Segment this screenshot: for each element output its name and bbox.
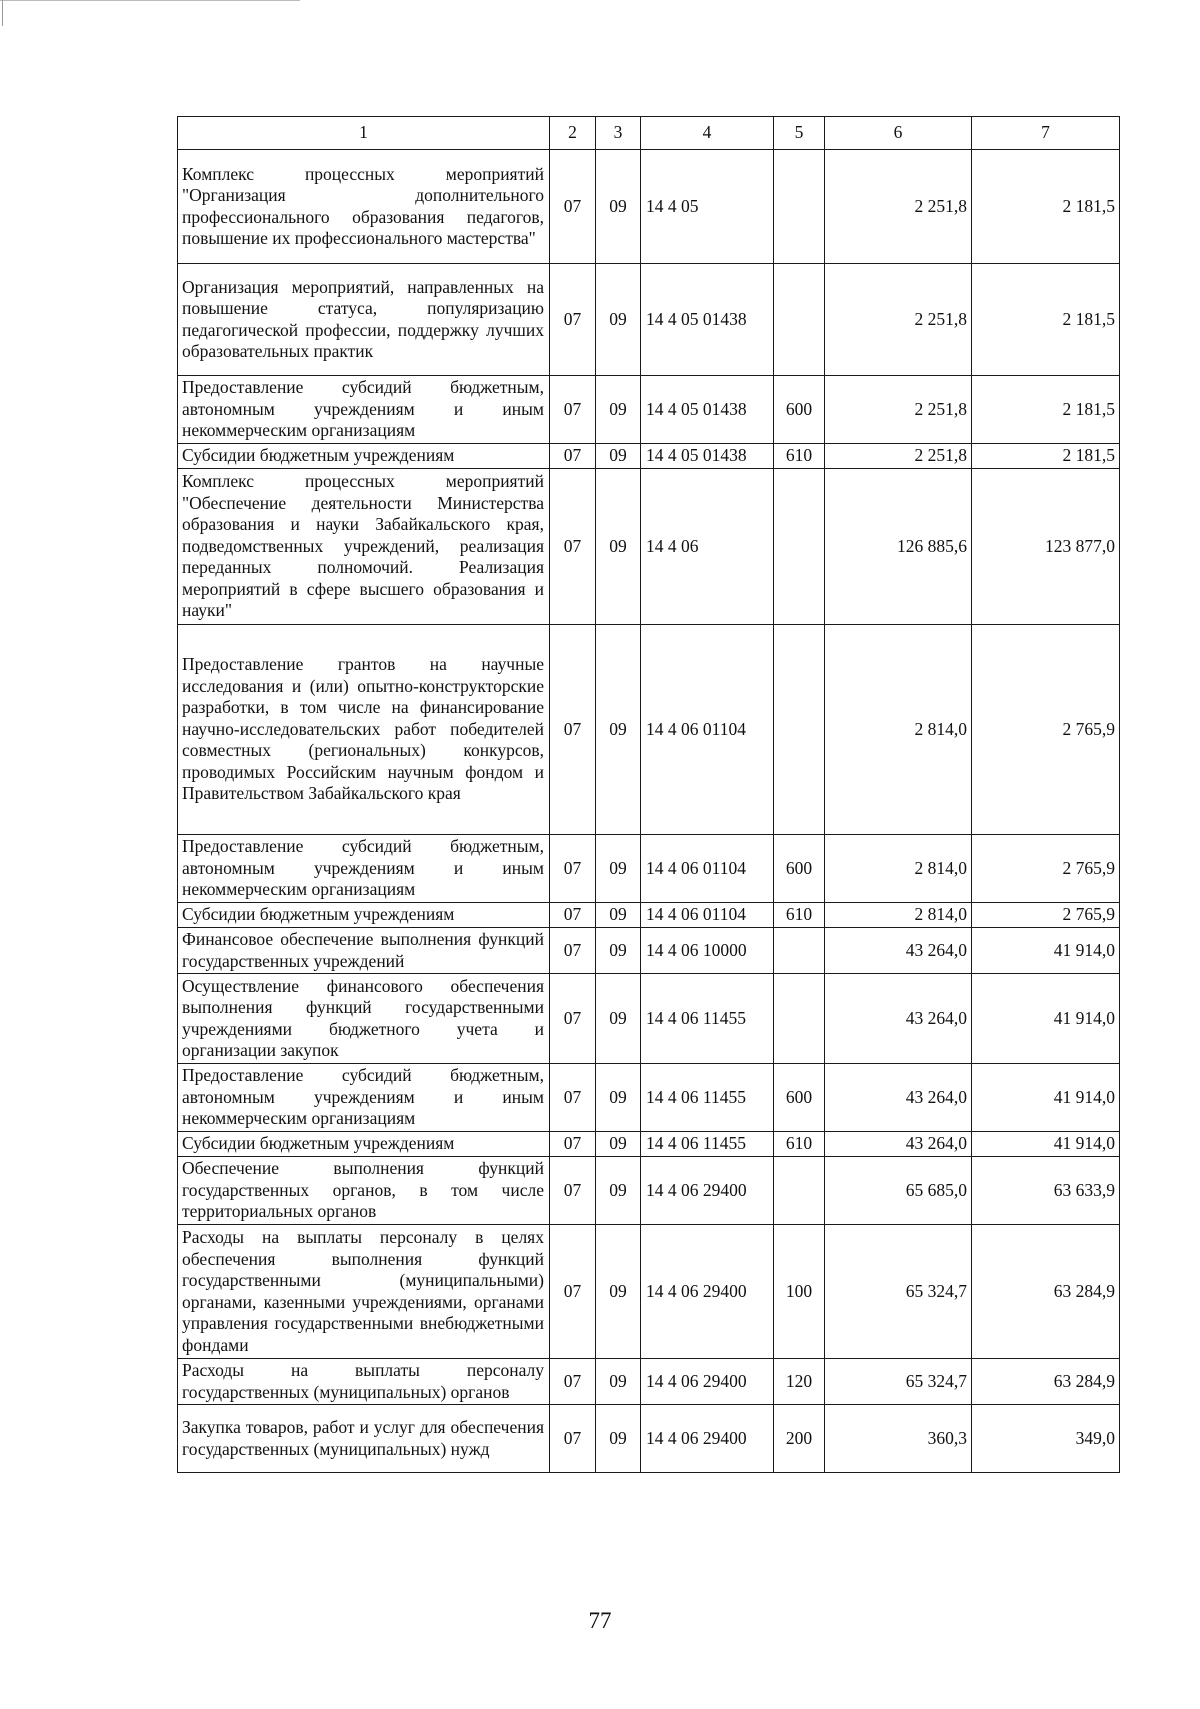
row-name: Предоставление субсидий бюджетным, автономным учреждениям и иным некоммерческим организациям: [178, 1064, 550, 1132]
row-value-col7: 2 181,5: [972, 264, 1120, 376]
row-subsection: 09: [596, 835, 641, 903]
row-section: 07: [550, 150, 596, 264]
row-expense-type: 610: [774, 444, 825, 469]
row-section: 07: [550, 376, 596, 444]
row-expense-type: 600: [774, 376, 825, 444]
row-value-col7: 63 284,9: [972, 1359, 1120, 1405]
row-subsection: 09: [596, 1405, 641, 1473]
row-subsection: 09: [596, 1064, 641, 1132]
row-target-item: 14 4 06 29400: [641, 1359, 774, 1405]
row-name: Финансовое обеспечение выполнения функций государственных учреждений: [178, 928, 550, 974]
row-expense-type: 600: [774, 1064, 825, 1132]
row-name: Предоставление субсидий бюджетным, автономным учреждениям и иным некоммерческим организациям: [178, 376, 550, 444]
row-expense-type: [774, 469, 825, 625]
row-value-col6: 65 324,7: [825, 1359, 972, 1405]
table-header: [178, 117, 1120, 150]
row-name: Обеспечение выполнения функций государственных органов, в том числе территориальных органов: [178, 1157, 550, 1225]
row-section: 07: [550, 625, 596, 835]
row-name: Субсидии бюджетным учреждениям: [178, 444, 550, 469]
row-value-col6: 65 324,7: [825, 1225, 972, 1359]
row-name: Комплекс процессных мероприятий "Организация дополнительного профессионального образования педагогов, повышение их профессионального мастерства": [178, 150, 550, 264]
row-subsection: 09: [596, 376, 641, 444]
header-col-2: 2: [550, 117, 596, 150]
row-value-col6: 43 264,0: [825, 1132, 972, 1157]
row-target-item: 14 4 06 10000: [641, 928, 774, 974]
table-row: [178, 974, 1120, 1064]
row-value-col6: 43 264,0: [825, 928, 972, 974]
row-target-item: 14 4 05: [641, 150, 774, 264]
table-row: [178, 469, 1120, 625]
row-value-col6: 2 251,8: [825, 264, 972, 376]
row-value-col7: 2 765,9: [972, 903, 1120, 928]
row-value-col7: 63 284,9: [972, 1225, 1120, 1359]
row-section: 07: [550, 444, 596, 469]
table-row: [178, 928, 1120, 974]
row-expense-type: 610: [774, 903, 825, 928]
row-name: Расходы на выплаты персоналу государственных (муниципальных) органов: [178, 1359, 550, 1405]
row-name: Предоставление грантов на научные исследования и (или) опытно-конструкторские разработки, в том числе на финансирование научно-исследовательских работ победителей совместных (региональных) конкурсов, проводимых Российским научным фондом и Правительством Забайкальского края: [178, 625, 550, 835]
row-value-col6: 360,3: [825, 1405, 972, 1473]
row-value-col7: 41 914,0: [972, 974, 1120, 1064]
row-target-item: 14 4 06 11455: [641, 1132, 774, 1157]
row-name: Осуществление финансового обеспечения выполнения функций государственными учреждениями бюджетного учета и организации закупок: [178, 974, 550, 1064]
scan-edge-mark: [0, 0, 300, 4]
scan-edge-mark-left: [2, 0, 3, 26]
row-expense-type: 610: [774, 1132, 825, 1157]
row-expense-type: [774, 264, 825, 376]
row-value-col6: 2 251,8: [825, 150, 972, 264]
row-value-col7: 41 914,0: [972, 928, 1120, 974]
row-subsection: 09: [596, 1132, 641, 1157]
row-section: 07: [550, 469, 596, 625]
row-section: 07: [550, 903, 596, 928]
row-name: Комплекс процессных мероприятий "Обеспечение деятельности Министерства образования и науки Забайкальского края, подведомственных учреждений, реализация переданных полномочий. Реализация мероприятий в сфере высшего образования и науки": [178, 469, 550, 625]
row-subsection: 09: [596, 1225, 641, 1359]
table-row: [178, 625, 1120, 835]
row-value-col6: 2 251,8: [825, 376, 972, 444]
header-row: [178, 117, 1120, 150]
row-target-item: 14 4 06: [641, 469, 774, 625]
row-subsection: 09: [596, 625, 641, 835]
row-value-col7: 2 765,9: [972, 835, 1120, 903]
budget-table: [177, 116, 1120, 1473]
table-body: [178, 150, 1120, 1473]
row-subsection: 09: [596, 903, 641, 928]
row-value-col7: 63 633,9: [972, 1157, 1120, 1225]
table-row: [178, 1359, 1120, 1405]
page-number: 77: [588, 1608, 612, 1633]
row-subsection: 09: [596, 444, 641, 469]
row-subsection: 09: [596, 264, 641, 376]
table-row: [178, 835, 1120, 903]
table-row: [178, 150, 1120, 264]
table-row: [178, 1225, 1120, 1359]
row-target-item: 14 4 05 01438: [641, 264, 774, 376]
row-value-col7: 349,0: [972, 1405, 1120, 1473]
row-value-col7: 41 914,0: [972, 1064, 1120, 1132]
row-subsection: 09: [596, 1359, 641, 1405]
row-expense-type: [774, 1157, 825, 1225]
header-col-7: 7: [972, 117, 1120, 150]
table-row: [178, 903, 1120, 928]
row-value-col7: 41 914,0: [972, 1132, 1120, 1157]
row-name: Субсидии бюджетным учреждениям: [178, 903, 550, 928]
row-expense-type: [774, 928, 825, 974]
header-col-6: 6: [825, 117, 972, 150]
row-value-col7: 2 181,5: [972, 150, 1120, 264]
row-value-col6: 2 814,0: [825, 903, 972, 928]
header-col-1: 1: [178, 117, 550, 150]
row-name: Закупка товаров, работ и услуг для обеспечения государственных (муниципальных) нужд: [178, 1405, 550, 1473]
row-value-col6: 43 264,0: [825, 974, 972, 1064]
row-target-item: 14 4 06 11455: [641, 974, 774, 1064]
row-target-item: 14 4 06 11455: [641, 1064, 774, 1132]
row-target-item: 14 4 06 01104: [641, 903, 774, 928]
row-section: 07: [550, 1064, 596, 1132]
row-subsection: 09: [596, 150, 641, 264]
table-row: [178, 1157, 1120, 1225]
row-section: 07: [550, 264, 596, 376]
row-target-item: 14 4 06 29400: [641, 1405, 774, 1473]
row-value-col7: 2 181,5: [972, 376, 1120, 444]
row-value-col7: 2 765,9: [972, 625, 1120, 835]
row-section: 07: [550, 928, 596, 974]
row-target-item: 14 4 05 01438: [641, 444, 774, 469]
row-target-item: 14 4 06 01104: [641, 835, 774, 903]
row-value-col6: 2 251,8: [825, 444, 972, 469]
header-col-4: 4: [641, 117, 774, 150]
row-section: 07: [550, 835, 596, 903]
row-section: 07: [550, 1132, 596, 1157]
row-subsection: 09: [596, 974, 641, 1064]
table-row: [178, 1132, 1120, 1157]
row-expense-type: [774, 974, 825, 1064]
row-value-col7: 2 181,5: [972, 444, 1120, 469]
table-row: [178, 444, 1120, 469]
row-expense-type: 200: [774, 1405, 825, 1473]
row-name: Субсидии бюджетным учреждениям: [178, 1132, 550, 1157]
row-section: 07: [550, 1359, 596, 1405]
table-row: [178, 376, 1120, 444]
row-subsection: 09: [596, 1157, 641, 1225]
table-row: [178, 264, 1120, 376]
table-row: [178, 1064, 1120, 1132]
row-expense-type: 100: [774, 1225, 825, 1359]
row-target-item: 14 4 06 29400: [641, 1225, 774, 1359]
row-target-item: 14 4 06 01104: [641, 625, 774, 835]
row-value-col6: 65 685,0: [825, 1157, 972, 1225]
header-col-5: 5: [774, 117, 825, 150]
row-value-col7: 123 877,0: [972, 469, 1120, 625]
row-target-item: 14 4 06 29400: [641, 1157, 774, 1225]
header-col-3: 3: [596, 117, 641, 150]
row-name: Организация мероприятий, направленных на повышение статуса, популяризацию педагогической профессии, поддержку лучших образовательных практик: [178, 264, 550, 376]
row-name: Расходы на выплаты персоналу в целях обеспечения выполнения функций государственными (муниципальными) органами, казенными учреждениями, органами управления государственными внебюджетными фондами: [178, 1225, 550, 1359]
row-expense-type: [774, 625, 825, 835]
row-section: 07: [550, 1405, 596, 1473]
row-subsection: 09: [596, 928, 641, 974]
row-subsection: 09: [596, 469, 641, 625]
row-section: 07: [550, 1225, 596, 1359]
row-value-col6: 126 885,6: [825, 469, 972, 625]
row-expense-type: 600: [774, 835, 825, 903]
row-section: 07: [550, 974, 596, 1064]
row-value-col6: 2 814,0: [825, 625, 972, 835]
row-expense-type: [774, 150, 825, 264]
table-row: [178, 1405, 1120, 1473]
row-target-item: 14 4 05 01438: [641, 376, 774, 444]
row-name: Предоставление субсидий бюджетным, автономным учреждениям и иным некоммерческим организациям: [178, 835, 550, 903]
row-section: 07: [550, 1157, 596, 1225]
row-value-col6: 43 264,0: [825, 1064, 972, 1132]
row-value-col6: 2 814,0: [825, 835, 972, 903]
row-expense-type: 120: [774, 1359, 825, 1405]
